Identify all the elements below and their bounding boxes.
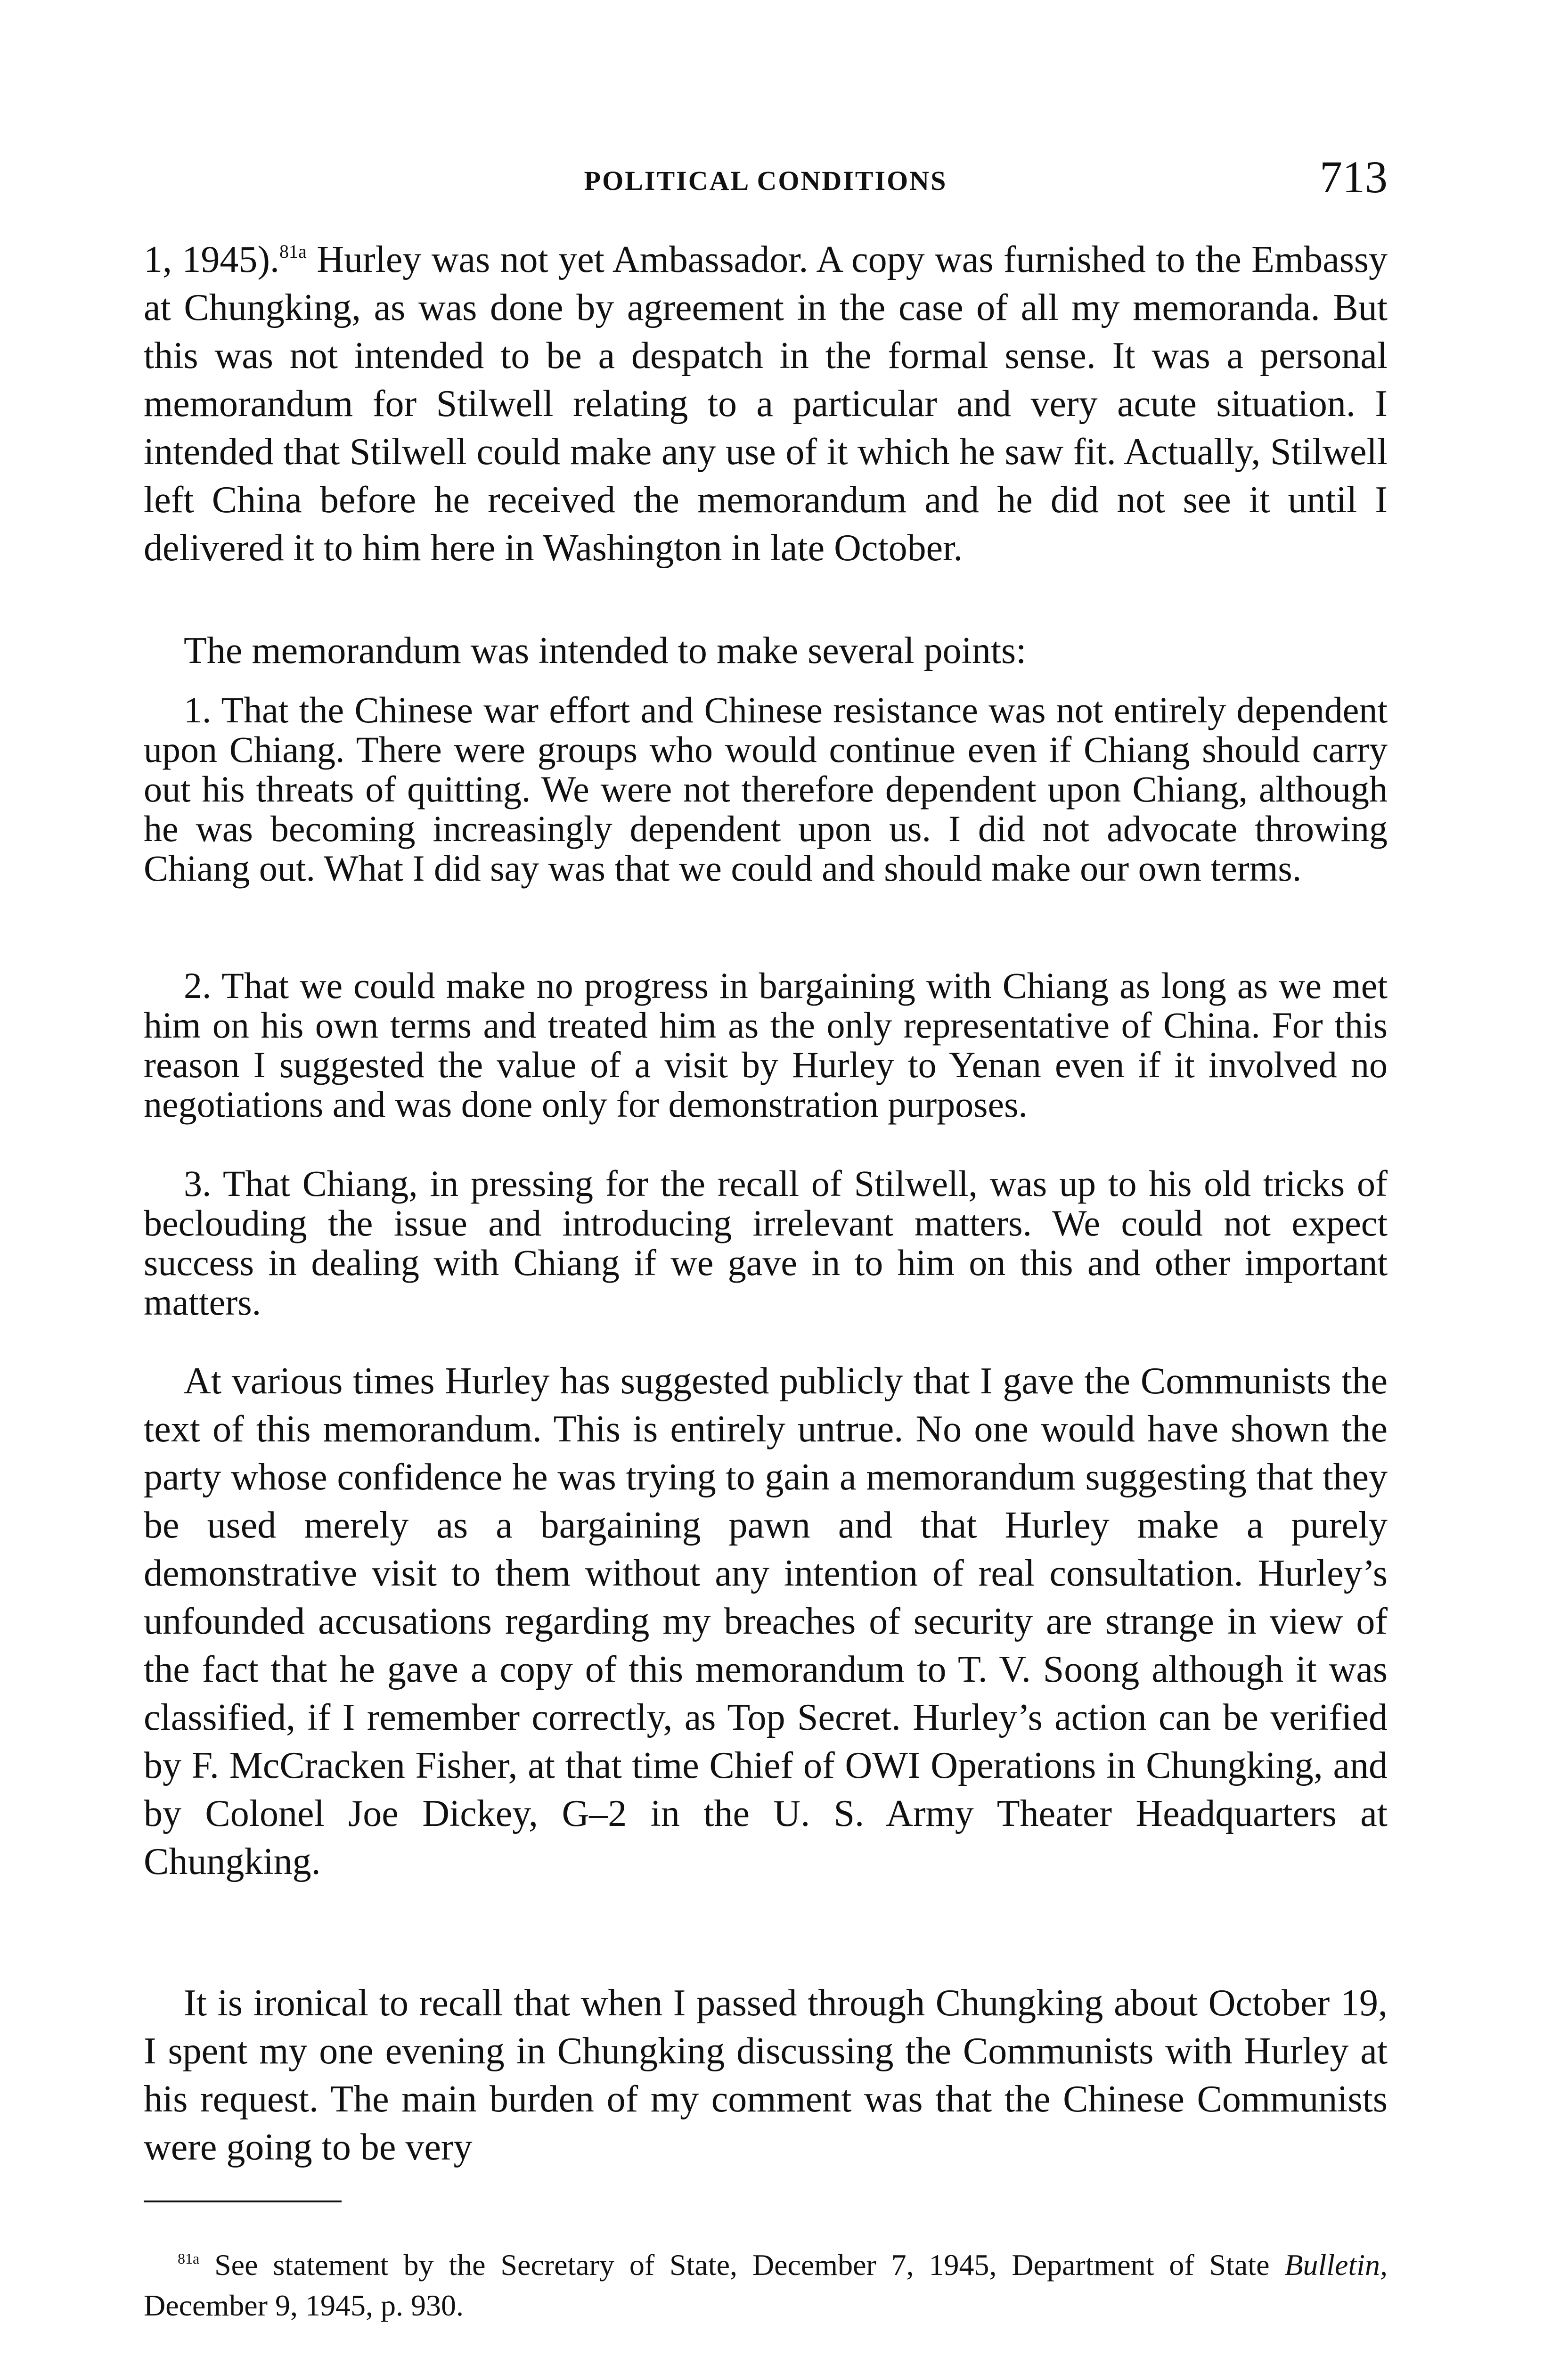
paragraph-chungking-evening: It is ironical to recall that when I passed through Chungking about October 19, I spent my one evening in Chungking discussing the Communists with Hurley at his request. The main burden of my comment was that the Chinese Communists were going to be very [144, 1982, 1388, 2168]
footnote-rule [144, 2201, 342, 2202]
paragraph-start: 1, 1945). [144, 239, 280, 280]
paragraph-points-intro: The memorandum was intended to make several points: [184, 630, 1027, 671]
paragraph-text: Hurley was not yet Ambassador. A copy was furnished to the Embassy at Chungking, as was done by agreement in the case of all my memoranda. But this was not intended to be a despatch in the formal sense. It was a personal memorandum for Stilwell relating to a particular and very acute situation. I intended that Stilwell could make any use of it which he saw fit. Actually, Stilwell left China before he received the memorandum and he did not see it until I delivered it to him here in Washington in late October. [144, 239, 1388, 569]
point-3: 3. That Chiang, in pressing for the recall of Stilwell, was up to his old tricks of beclouding the issue and introducing irrelevant matters. We could not expect success in dealing with Chiang if we gave in to him on this and other important matters. [144, 1163, 1388, 1323]
paragraph-accusations: At various times Hurley has suggested publicly that I gave the Communists the text of this memorandum. This is entirely untrue. No one would have shown the party whose confidence he was trying to gain a memorandum suggesting that they be used merely as a bargaining pawn and that Hurley make a purely demonstrative visit to them without any intention of real consultation. Hurley’s unfounded accusations regarding my breaches of security are strange in view of the fact that he gave a copy of this memorandum to T. V. Soong although it was classified, if I remember correctly, as Top Secret. Hurley’s action can be verified by F. McCracken Fisher, at that time Chief of OWI Operations in Chungking, and by Colonel Joe Dickey, G–2 in the U. S. Army Theater Headquarters at Chungking. [144, 1360, 1388, 1882]
footnote-text-end: December 9, 1945, p. 930. [144, 2289, 464, 2322]
point-2: 2. That we could make no progress in bargaining with Chiang as long as we met him on his own terms and treated him as the only representative of China. For this reason I suggested the value of a visit by Hurley to Yenan even if it involved no negotiations and was done only for demonstration purposes. [144, 965, 1388, 1125]
page-number: 713 [1320, 152, 1388, 202]
footnote-reference: 81a [279, 241, 307, 262]
running-title: POLITICAL CONDITIONS [584, 165, 947, 196]
footnote-italic: Bulletin, [1284, 2248, 1388, 2282]
running-head [144, 141, 1388, 217]
footnote-marker: 81a [178, 2250, 200, 2267]
paragraph-continuation [144, 236, 1388, 572]
point-1: 1. That the Chinese war effort and Chinese resistance was not entirely dependent upon Chiang. There were groups who would continue even if Chiang should carry out his threats of quitting. We were not therefore dependent upon Chiang, although he was becoming increasingly dependent upon us. I did not advocate throwing Chiang out. What I did say was that we could and should make our own terms. [144, 689, 1388, 889]
footnote [144, 2245, 1388, 2326]
footnote-text: See statement by the Secretary of State, December 7, 1945, Department of State [199, 2248, 1285, 2282]
